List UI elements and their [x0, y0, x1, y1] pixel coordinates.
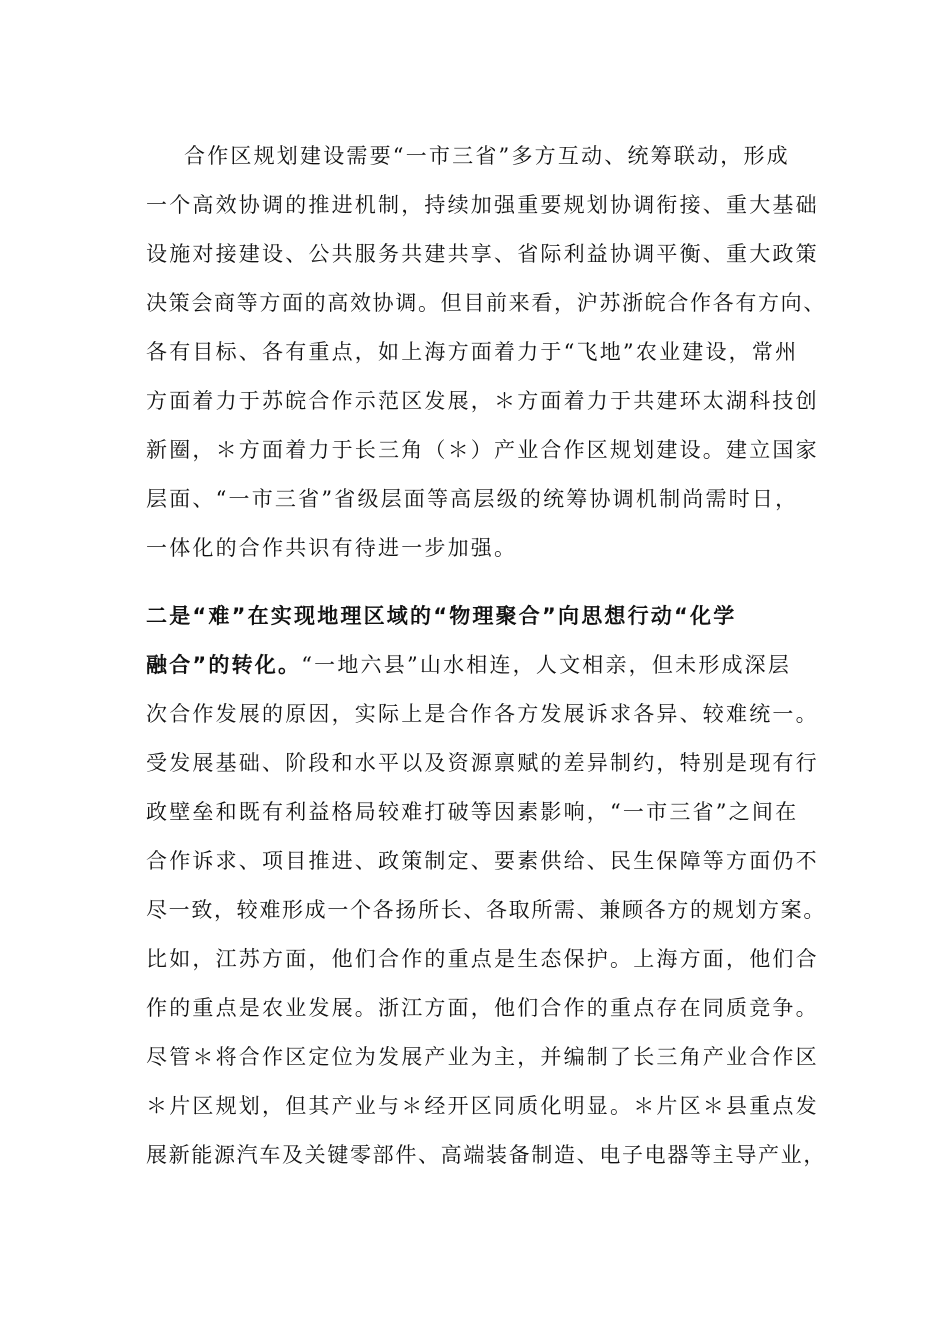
text-segment: “一地六县”山水相连，人文相亲，但未形成深层 [301, 653, 792, 677]
text-line: 合作区规划建设需要“一市三省”多方互动、统筹联动，形成 [184, 144, 790, 168]
text-line: 尽一致，较难形成一个各扬所长、各取所需、兼顾各方的规划方案。 [146, 898, 826, 922]
text-line: 比如，江苏方面，他们合作的重点是生态保护。上海方面，他们合 [146, 947, 819, 971]
text-line: 合作诉求、项目推进、政策制定、要素供给、民生保障等方面仍不 [146, 849, 819, 873]
text-line: 新圈，＊方面着力于长三角（＊）产业合作区规划建设。建立国家 [146, 438, 819, 462]
text-line: 设施对接建设、公共服务共建共享、省际利益协调平衡、重大政策 [146, 242, 819, 266]
text-line: 受发展基础、阶段和水平以及资源禀赋的差异制约，特别是现有行 [146, 751, 819, 775]
text-line: 决策会商等方面的高效协调。但目前来看，沪苏浙皖合作各有方向、 [146, 291, 826, 315]
text-line: 一体化的合作共识有待进一步加强。 [146, 536, 518, 560]
text-line: 次合作发展的原因，实际上是合作各方发展诉求各异、较难统一。 [146, 702, 819, 726]
text-line: 尽管＊将合作区定位为发展产业为主，并编制了长三角产业合作区 [146, 1045, 819, 1069]
text-line: 政壁垒和既有利益格局较难打破等因素影响，“一市三省”之间在 [146, 800, 799, 824]
text-line-with-heading [146, 649, 791, 679]
section-heading: 二是“难”在实现地理区域的“物理聚合”向思想行动“化学 [146, 604, 737, 628]
text-line: ＊片区规划，但其产业与＊经开区同质化明显。＊片区＊县重点发 [146, 1094, 819, 1118]
section-heading-continuation: 融合”的转化。 [146, 653, 302, 677]
text-line: 层面、“一市三省”省级层面等高层级的统筹协调机制尚需时日， [146, 487, 799, 511]
text-line: 作的重点是农业发展。浙江方面，他们合作的重点存在同质竞争。 [146, 996, 819, 1020]
text-line: 一个高效协调的推进机制，持续加强重要规划协调衔接、重大基础 [146, 193, 819, 217]
text-line: 展新能源汽车及关键零部件、高端装备制造、电子电器等主导产业， [146, 1143, 826, 1167]
text-line: 方面着力于苏皖合作示范区发展，＊方面着力于共建环太湖科技创 [146, 389, 819, 413]
text-line: 各有目标、各有重点，如上海方面着力于“飞地”农业建设，常州 [146, 340, 799, 364]
